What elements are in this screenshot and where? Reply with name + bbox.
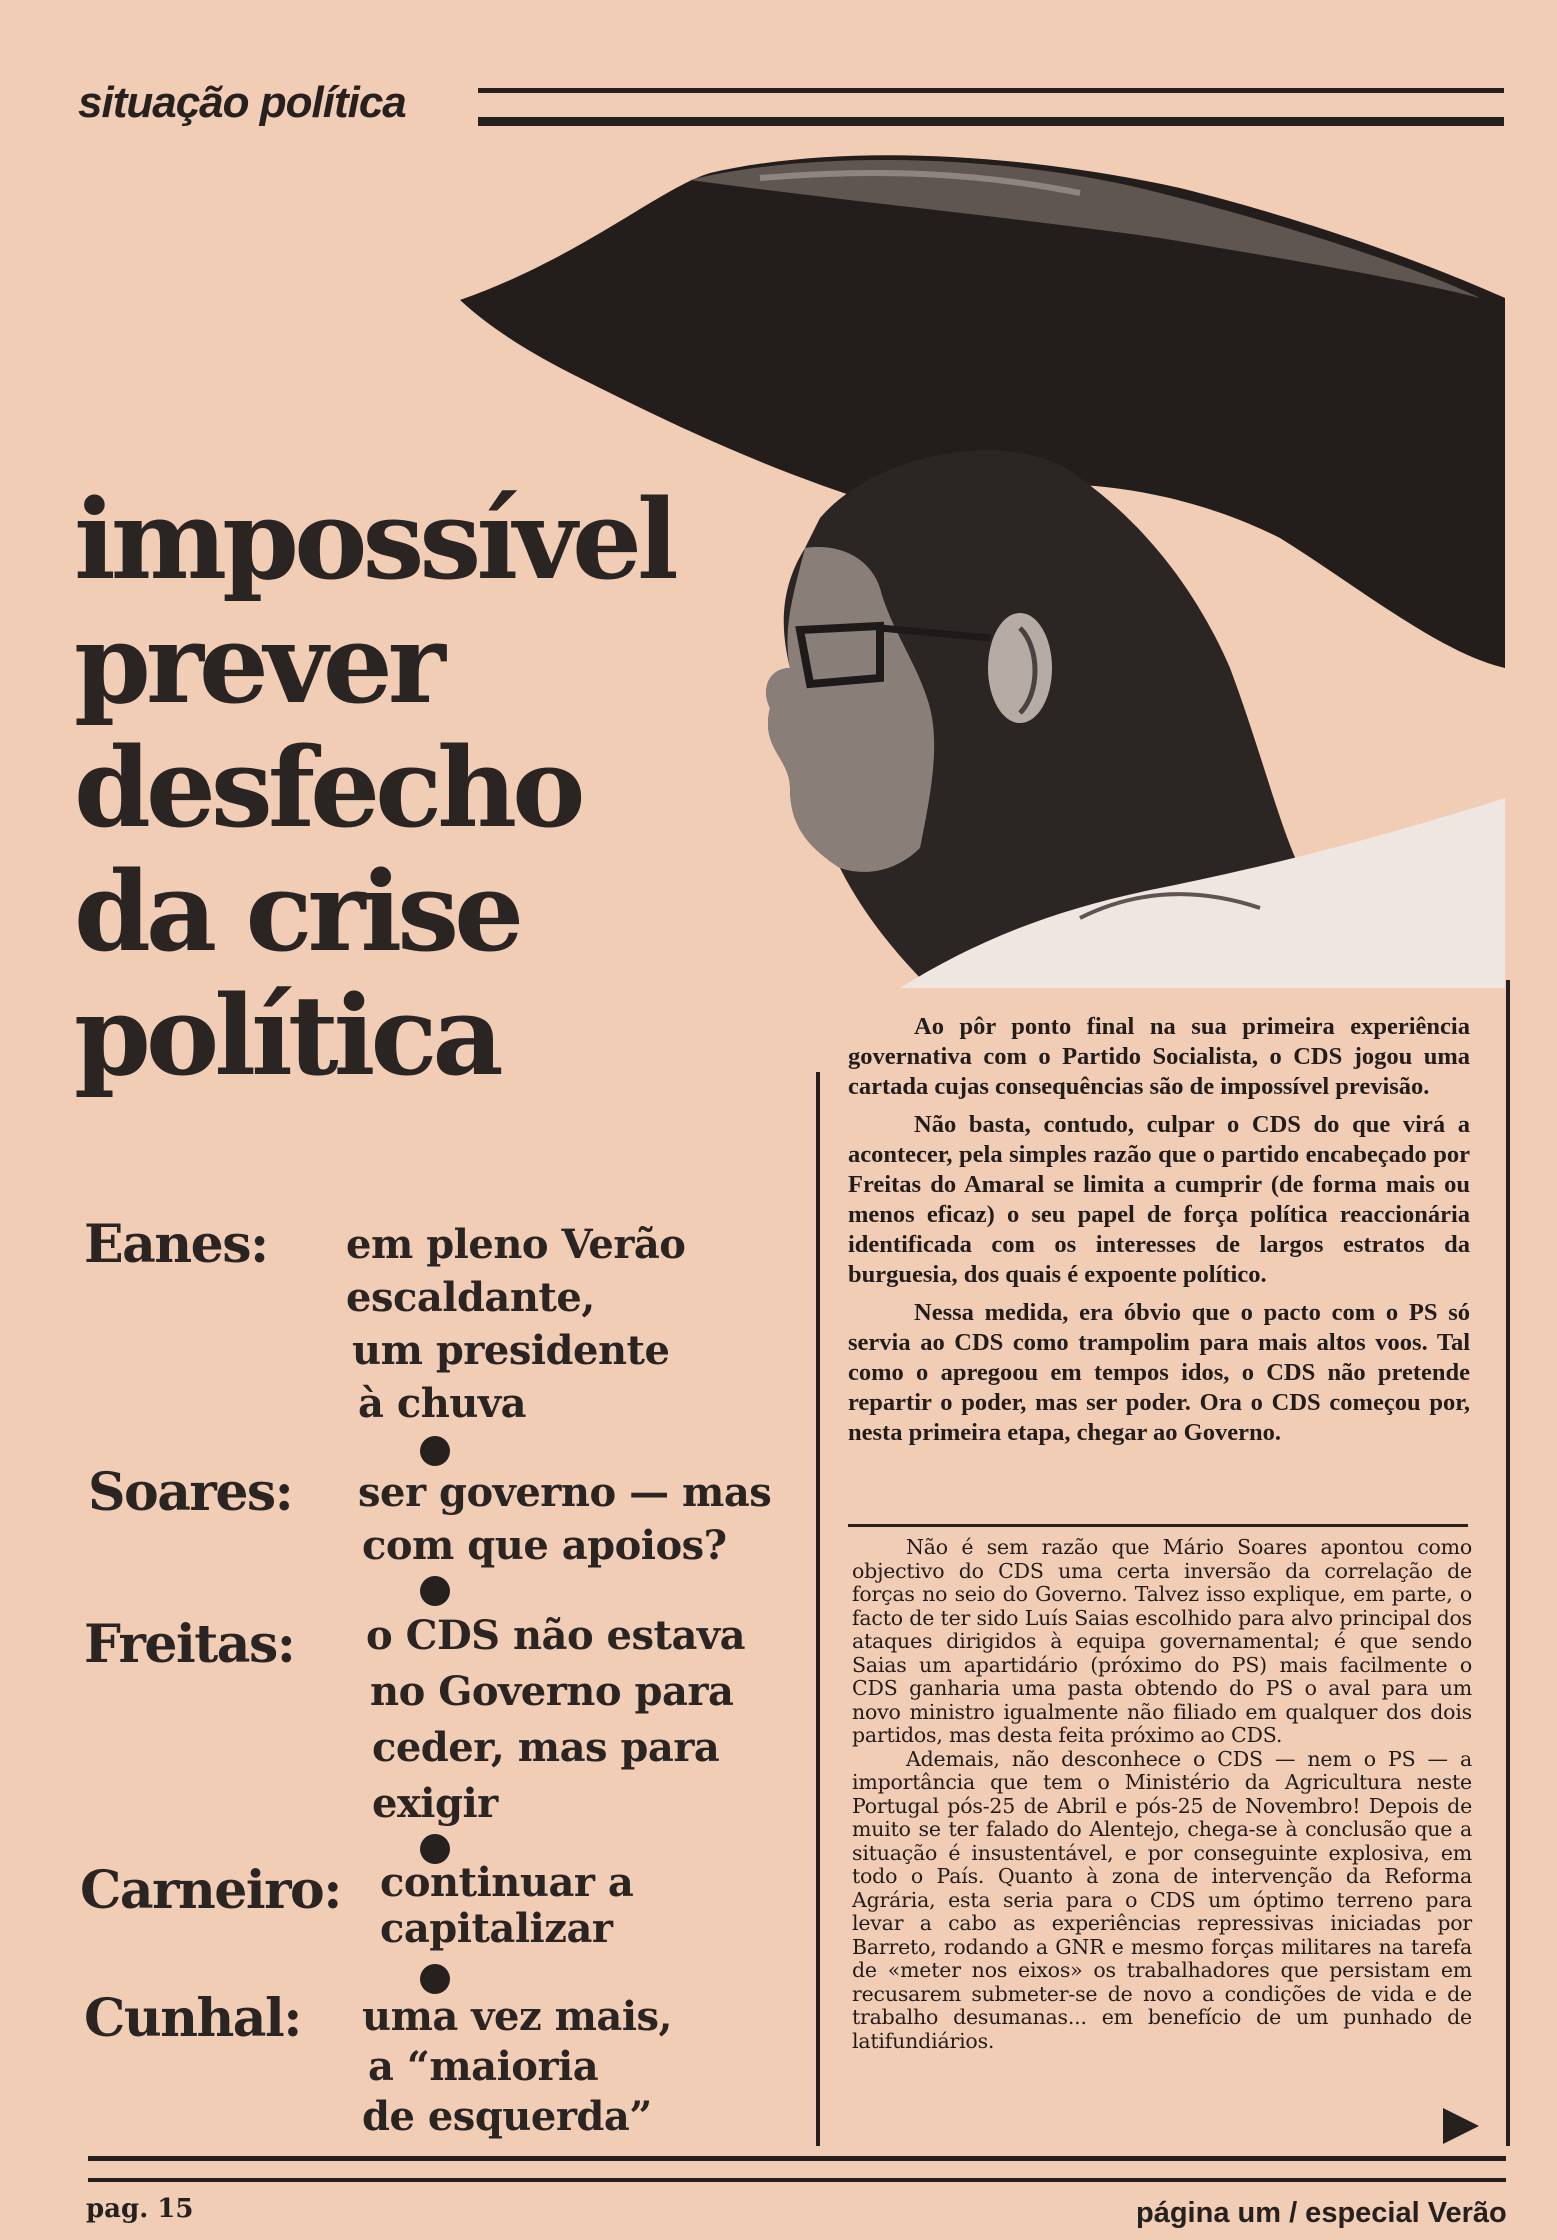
headline-line: desfecho [74,723,581,852]
speaker-name: Carneiro: [80,1860,341,1921]
header-rule-top [478,88,1504,93]
speaker-name: Soares: [88,1462,293,1523]
article-lead [848,1012,1470,1456]
speaker-quote: ser governo — mas com que apoios? [358,1469,772,1569]
speaker-name: Eanes: [84,1214,268,1275]
body-paragraph: Ademais, não desconhece o CDS — nem o PS — a importância que tem o Ministério da Agricultura neste Portugal pós-25 de Abril e pós-25 de Novembro! Depois de muito se ter falado do Alentejo, chega-se à conclusão que a situação é insustentável, e por conseguinte explosiva, em todo o País. Quanto à zona de intervenção da Reforma Agrária, esta seria para o CDS um óptimo terreno para levar a cabo as experiências repressivas iniciadas por Barreto, rodando a GNR e mesmo forças militares na tarefa de «meter nos eixos» os trabalhadores que persistam em recusarem submeter-se de novo a condições de vida e de trabalho desumanas... em benefício de um punhado de latifundiários. [852,1746,1472,2053]
column-rule-right [1506,980,1510,2146]
speaker-quote: em pleno Verão escaldante, um presidente à chuva [346,1221,686,1427]
header-rule-bottom [478,117,1504,126]
bullet-dot [420,1436,450,1466]
bullet-dot [420,1964,450,1994]
headline-line: impossível [74,475,674,604]
footer-rule-bottom [88,2178,1506,2182]
lead-separator [848,1524,1468,1527]
body-paragraph: Não é sem razão que Mário Soares apontou como objectivo do CDS uma certa inversão da correlação de forças no seio do Governo. Talvez isso explique, em parte, o facto de ter sido Luís Saias escolhido para alvo principal dos ataques dirigidos à equipa governamental; é que sendo Saias um apartidário (próximo do PS) mais facilmente o CDS ganharia uma pasta obtendo do PS o aval para um novo ministro igualmente não filiado em qualquer dos dois partidos, mas desta feita próximo ao CDS. [852,1535,1472,1747]
bullet-dot [420,1576,450,1606]
lead-paragraph: Ao pôr ponto final na sua primeira experiência governativa com o Partido Socialista, o CDS jogou uma cartada cujas consequências são de impossível previsão. [848,1013,1470,1100]
page-number: pag. 15 [86,2194,194,2224]
speaker-name: Freitas: [84,1614,295,1675]
article-body [852,1536,1472,2053]
continue-arrow-icon [1443,2108,1479,2144]
speaker-name: Cunhal: [84,1988,301,2049]
lead-paragraph: Nessa medida, era óbvio que o pacto com o PS só servia ao CDS como trampolim para mais altos voos. Tal como o apregoou em tempos idos, o CDS não pretende repartir o poder, mas ser poder. Ora o CDS começou por, nesta primeira etapa, chegar ao Governo. [848,1299,1470,1446]
footer-rule-top [88,2156,1506,2161]
publication-name: página um / especial Verão [1136,2197,1507,2229]
section-label: situação política [78,78,406,127]
headline-line: política [74,971,499,1100]
speaker-quote: o CDS não estava no Governo para ceder, mas para exigir [366,1612,746,1827]
speaker-quote: continuar a capitalizar [380,1859,634,1952]
lead-paragraph: Não basta, contudo, culpar o CDS do que virá a acontecer, pela simples razão que o partido encabeçado por Freitas do Amaral se limita a cumprir (de forma mais ou menos eficaz) o seu papel de força política reaccionária identificada com os interesses de largos estratos da burguesia, dos quais é expoente político. [848,1111,1470,1288]
headline-line: da crise [74,847,520,976]
speaker-quote: uma vez mais, a “maioria de esquerda” [362,1993,672,2140]
headline-line: prever [74,599,441,728]
headline [74,475,714,1100]
column-rule-left [816,1072,820,2146]
